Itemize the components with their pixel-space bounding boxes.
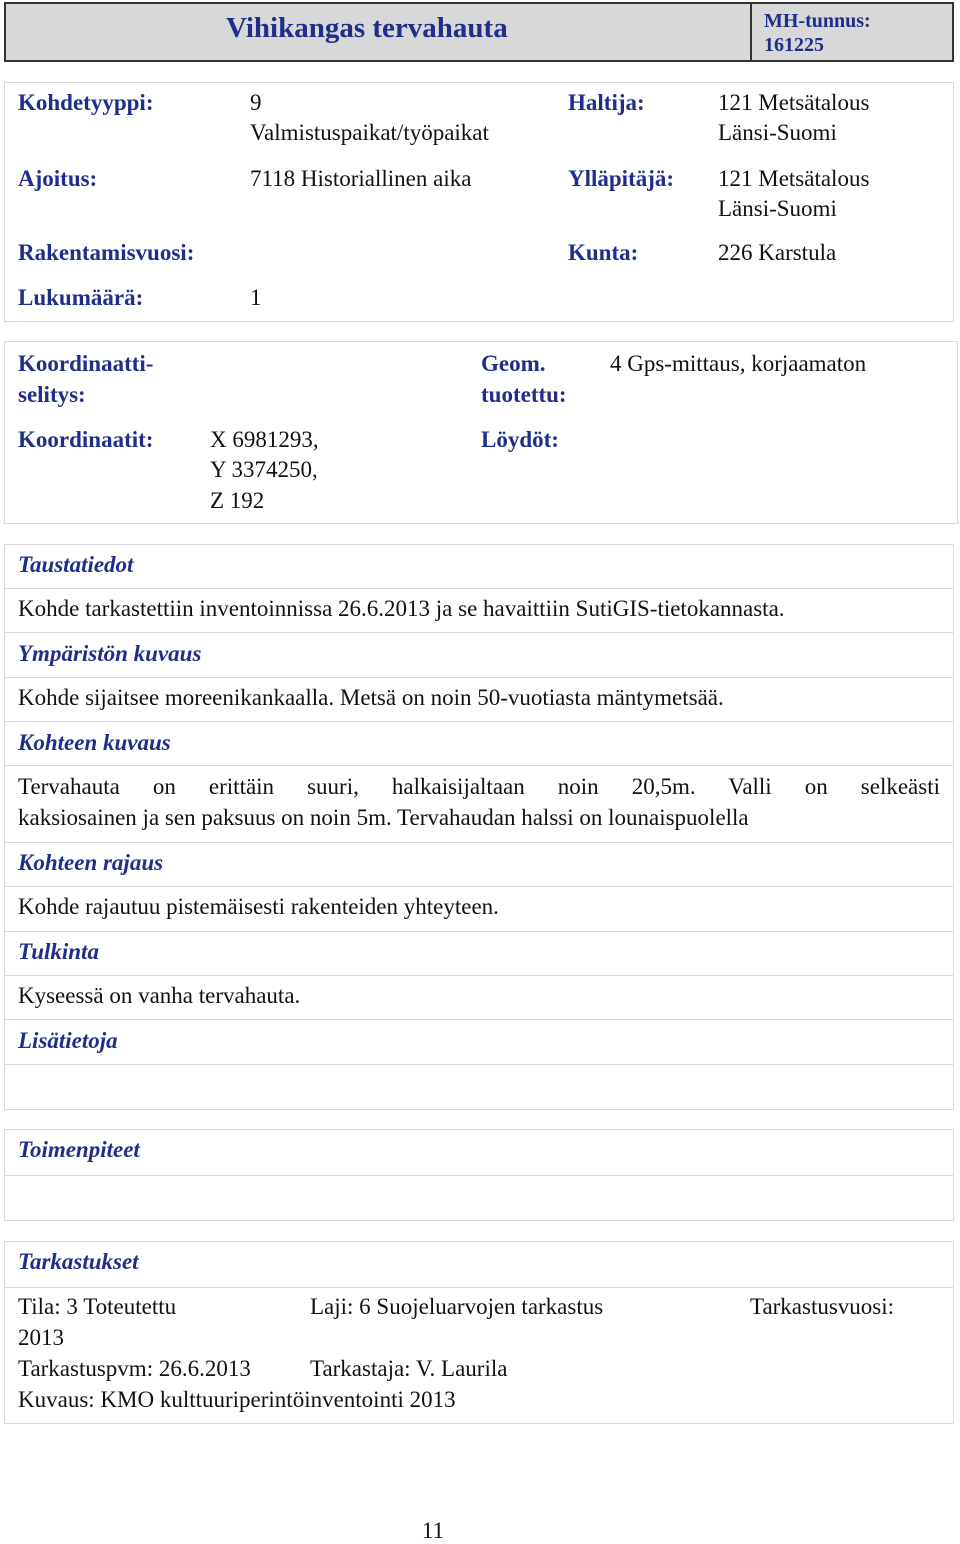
kunta-label: Kunta: xyxy=(568,240,639,265)
lisatietoja-heading: Lisätietoja xyxy=(18,1028,118,1053)
page-title: Vihikangas tervahauta xyxy=(226,12,508,44)
kohteen-kuvaus-line-1: Tervahauta on erittäin suuri, halkaisijaltaan noin 20,5m. Valli on selkeästi xyxy=(18,774,940,799)
taustatiedot-heading: Taustatiedot xyxy=(18,552,134,577)
tarkastusvuosi-label: Tarkastusvuosi: xyxy=(750,1294,895,1319)
haltija-value-1: 121 Metsätalous xyxy=(718,90,870,115)
taustatiedot-text: Kohde tarkastettiin inventoinnissa 26.6.2013 ja se havaittiin SutiGIS-tietokannasta. xyxy=(18,596,785,621)
kohdetyyppi-label: Kohdetyyppi: xyxy=(18,90,154,115)
geom-label-1: Geom. xyxy=(481,351,546,376)
geom-label-2: tuotettu: xyxy=(481,382,567,407)
tarkastus-laji: Laji: 6 Suojeluarvojen tarkastus xyxy=(310,1294,604,1319)
ymparisto-text: Kohde sijaitsee moreenikankaalla. Metsä on noin 50-vuotiasta mäntymetsää. xyxy=(18,685,724,710)
page-number: 11 xyxy=(421,1518,445,1543)
rakentamisvuosi-label: Rakentamisvuosi: xyxy=(18,240,195,265)
tarkastuspvm: Tarkastuspvm: 26.6.2013 xyxy=(18,1356,251,1381)
rajaus-text: Kohde rajautuu pistemäisesti rakenteiden yhteyteen. xyxy=(18,894,499,919)
koordinaatit-label: Koordinaatit: xyxy=(18,427,154,452)
mh-label: MH-tunnus: xyxy=(764,10,871,32)
lukumaara-value: 1 xyxy=(250,285,262,310)
kohteen-kuvaus-line-2: kaksiosainen ja sen paksuus on noin 5m. Tervahaudan halssi on lounaispuolella xyxy=(18,805,749,830)
title-bar xyxy=(4,2,954,62)
ajoitus-value: 7118 Historiallinen aika xyxy=(250,166,472,191)
toimenpiteet-heading: Toimenpiteet xyxy=(18,1137,140,1162)
tarkastus-tila: Tila: 3 Toteutettu xyxy=(18,1294,177,1319)
coord-y: Y 3374250, xyxy=(210,457,318,482)
yllapitaja-label: Ylläpitäjä: xyxy=(568,166,675,191)
rajaus-heading: Kohteen rajaus xyxy=(18,850,164,875)
tarkastus-kuvaus: Kuvaus: KMO kulttuuriperintöinventointi 2013 xyxy=(18,1387,456,1412)
geom-value: 4 Gps-mittaus, korjaamaton xyxy=(610,351,867,376)
yllapitaja-value-2: Länsi-Suomi xyxy=(718,196,837,221)
tulkinta-heading: Tulkinta xyxy=(18,939,99,964)
mh-value: 161225 xyxy=(764,34,824,56)
coord-x: X 6981293, xyxy=(210,427,319,452)
kohteen-kuvaus-heading: Kohteen kuvaus xyxy=(18,730,171,755)
tarkastusvuosi-value: 2013 xyxy=(18,1325,64,1350)
tarkastukset-heading: Tarkastukset xyxy=(18,1249,139,1274)
haltija-value-2: Länsi-Suomi xyxy=(718,120,837,145)
kunta-value: 226 Karstula xyxy=(718,240,837,265)
koordinaattiselitys-label-1: Koordinaatti- xyxy=(18,351,154,376)
lukumaara-label: Lukumäärä: xyxy=(18,285,144,310)
loydot-label: Löydöt: xyxy=(481,427,559,452)
koordinaattiselitys-label-2: selitys: xyxy=(18,382,86,407)
haltija-label: Haltija: xyxy=(568,90,645,115)
tulkinta-text: Kyseessä on vanha tervahauta. xyxy=(18,983,301,1008)
kohdetyyppi-value-2: Valmistuspaikat/työpaikat xyxy=(250,120,489,145)
kohdetyyppi-value-1: 9 xyxy=(250,90,262,115)
coord-z: Z 192 xyxy=(210,488,265,513)
ajoitus-label: Ajoitus: xyxy=(18,166,98,191)
title-divider xyxy=(750,4,752,60)
ymparisto-heading: Ympäristön kuvaus xyxy=(18,641,202,666)
yllapitaja-value-1: 121 Metsätalous xyxy=(718,166,870,191)
tarkastaja: Tarkastaja: V. Laurila xyxy=(310,1356,508,1381)
